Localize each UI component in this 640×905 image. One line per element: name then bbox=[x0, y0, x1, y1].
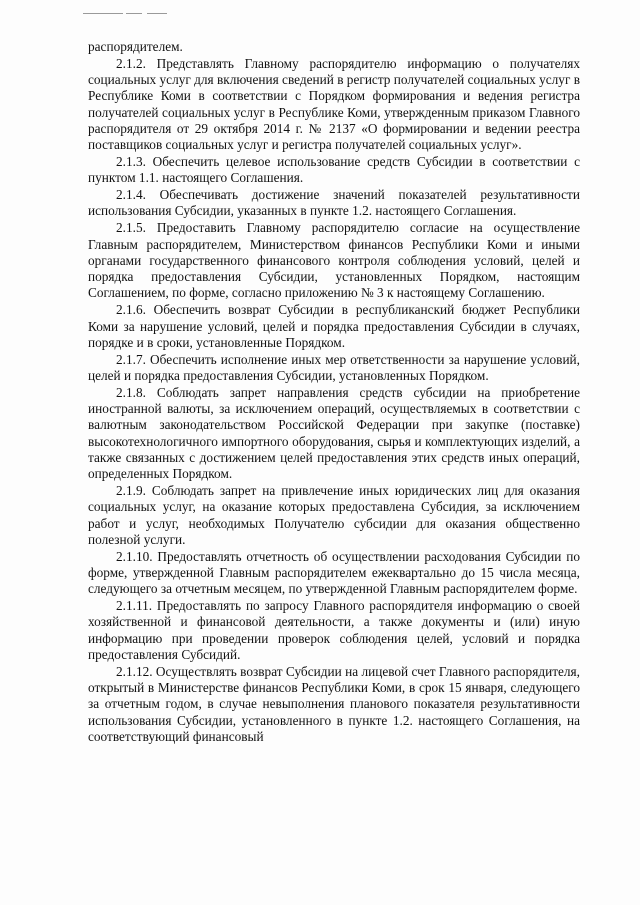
paragraph-continuation: распорядителем. bbox=[88, 39, 183, 54]
paragraph-2-1-7: 2.1.7. Обеспечить исполнение иных мер ответственности за нарушение условий, целей и порядка предоставления Субсидии, установленных Порядком. bbox=[88, 351, 580, 383]
paragraph-2-1-12: 2.1.12. Осуществлять возврат Субсидии на лицевой счет Главного распорядителя, открытый в Министерстве финансов Республики Коми, в срок 15 января, следующего за отчетным годом, в случае невыполнения планового показателя результативности использования Субсидии, установленного в пункте 1.2. настоящего Соглашения, на соответствующий финансовый bbox=[88, 663, 580, 744]
scan-mark bbox=[126, 13, 142, 14]
paragraph-2-1-6: 2.1.6. Обеспечить возврат Субсидии в республиканский бюджет Республики Коми за нарушение условий, целей и порядка предоставления Субсидии в случаях, порядке и в сроки, установленные Порядком. bbox=[88, 302, 580, 350]
document-body bbox=[88, 39, 580, 746]
scan-mark bbox=[147, 13, 167, 14]
paragraph-2-1-10: 2.1.10. Предоставлять отчетность об осуществлении расходования Субсидии по форме, утвержденной Главным распорядителем ежеквартально до 15 числа месяца, следующего за отчетным месяцем, по утвержденной Главным распорядителем форме. bbox=[88, 548, 580, 597]
paragraph-2-1-11: 2.1.11. Предоставлять по запросу Главного распорядителя информацию о своей хозяйственной и финансовой деятельности, а также документы и (или) иную информацию при проведении проверок соблюдения целей, условий и порядка предоставления Субсидий. bbox=[88, 598, 580, 662]
paragraph-2-1-2: 2.1.2. Представлять Главному распорядителю информацию о получателях социальных услуг для включения сведений в регистр получателей социальных услуг в Республике Коми в соответствии с Порядком формирования и ведения регистра получателей социальных услуг в Республике Коми, утвержденным приказом Главного распорядителя от 29 октября 2014 г. № 2137 «О формировании и ведении реестра поставщиков социальных услуг и регистра получателей социальных услуг». bbox=[88, 55, 580, 153]
scan-mark bbox=[83, 13, 123, 14]
paragraph-2-1-5: 2.1.5. Предоставить Главному распорядителю согласие на осуществление Главным распорядителем, Министерством финансов Республики Коми и иными органами государственного финансового контроля соблюдения условий, целей и порядка предоставления Субсидии, установленных Порядком, настоящим Соглашением, по форме, согласно приложению № 3 к настоящему Соглашению. bbox=[88, 220, 580, 301]
paragraph-2-1-3: 2.1.3. Обеспечить целевое использование средств Субсидии в соответствии с пунктом 1.1. настоящего Соглашения. bbox=[88, 154, 580, 186]
paragraph-2-1-8: 2.1.8. Соблюдать запрет направления средств субсидии на приобретение иностранной валюты, за исключением операций, осуществляемых в соответствии с валютным законодательством Российской Федерации при закупке (поставке) высокотехнологичного импортного оборудования, сырья и комплектующих изделий, а также связанных с достижением целей предоставления этих средств иных операций, определенных Порядком. bbox=[88, 384, 580, 482]
paragraph-2-1-4: 2.1.4. Обеспечивать достижение значений показателей результативности использования Субсидии, указанных в пункте 1.2. настоящего Соглашения. bbox=[88, 187, 580, 219]
paragraph-2-1-9: 2.1.9. Соблюдать запрет на привлечение иных юридических лиц для оказания социальных услуг, на оказание которых предоставлена Субсидия, за исключением работ и услуг, необходимых Получателю субсидии для оказания общественно полезной услуги. bbox=[88, 483, 580, 547]
